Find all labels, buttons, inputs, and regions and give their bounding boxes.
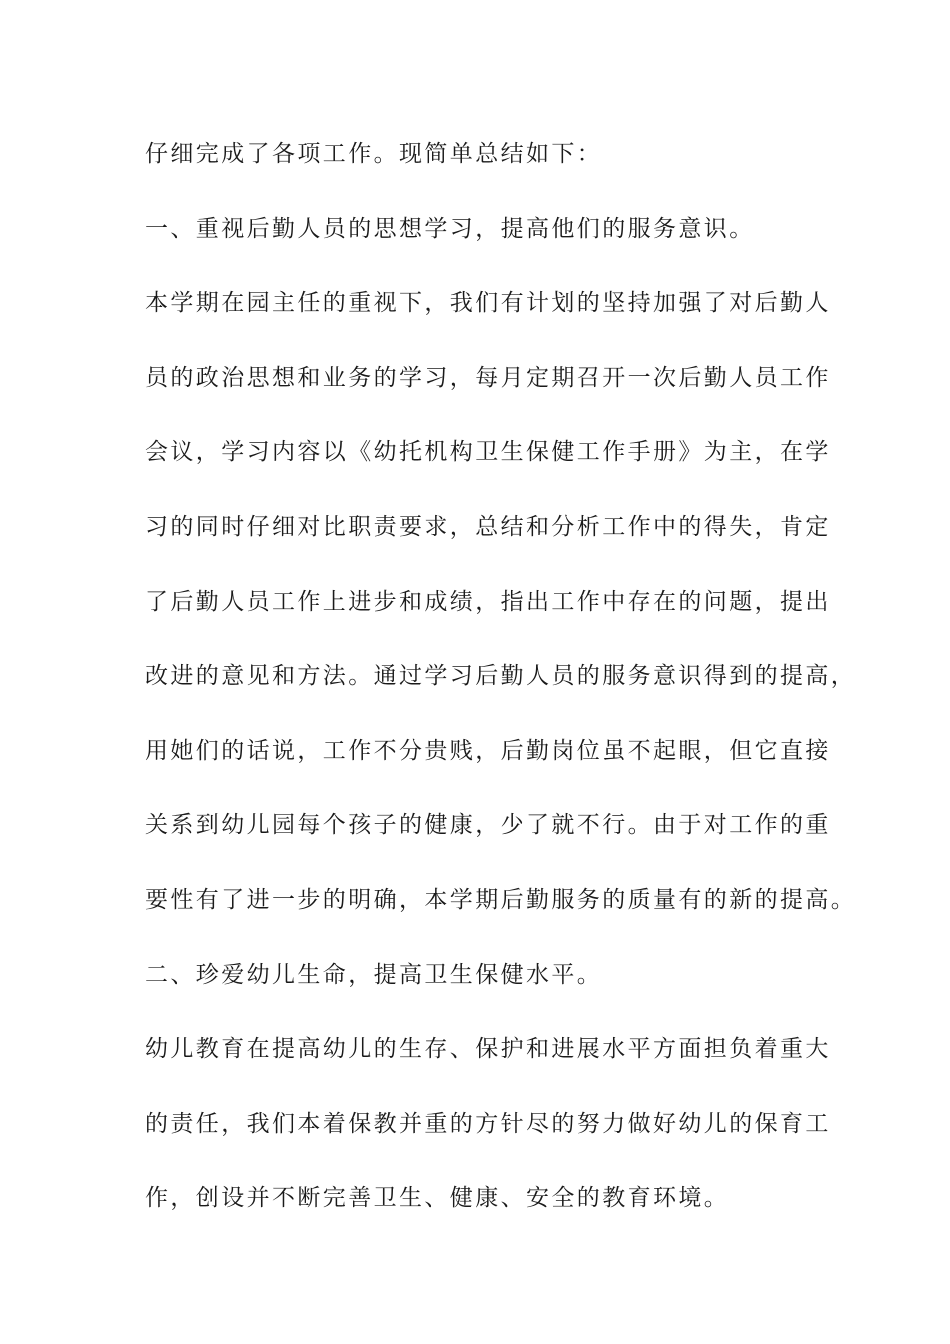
text-line: 作，创设并不断完善卫生、健康、安全的教育环境。 (145, 1185, 730, 1212)
text-line: 习的同时仔细对比职责要求，总结和分析工作中的得失，肯定 (145, 513, 831, 540)
text-line: 幼儿教育在提高幼儿的生存、保护和进展水平方面担负着重大 (145, 1036, 831, 1063)
section-heading: 一、重视后勤人员的思想学习，提高他们的服务意识。 (145, 215, 755, 242)
text-line: 的责任，我们本着保教并重的方针尽的努力做好幼儿的保育工 (145, 1110, 831, 1137)
text-line: 会议，学习内容以《幼托机构卫生保健工作手册》为主，在学 (145, 439, 831, 466)
document-body (145, 132, 857, 1251)
section-heading: 二、珍爱幼儿生命，提高卫生保健水平。 (145, 961, 603, 988)
text-line: 用她们的话说，工作不分贵贱，后勤岗位虽不起眼，但它直接 (145, 737, 831, 764)
text-line: 要性有了进一步的明确，本学期后勤服务的质量有的新的提高。 (145, 886, 857, 913)
text-line: 仔细完成了各项工作。现简单总结如下： (145, 141, 603, 167)
text-line: 改进的意见和方法。通过学习后勤人员的服务意识得到的提高， (145, 663, 857, 690)
text-line: 员的政治思想和业务的学习，每月定期召开一次后勤人员工作 (145, 364, 831, 391)
text-line: 本学期在园主任的重视下，我们有计划的坚持加强了对后勤人 (145, 290, 831, 317)
text-line: 关系到幼儿园每个孩子的健康，少了就不行。由于对工作的重 (145, 812, 831, 839)
text-line: 了后勤人员工作上进步和成绩，指出工作中存在的问题，提出 (145, 588, 831, 615)
